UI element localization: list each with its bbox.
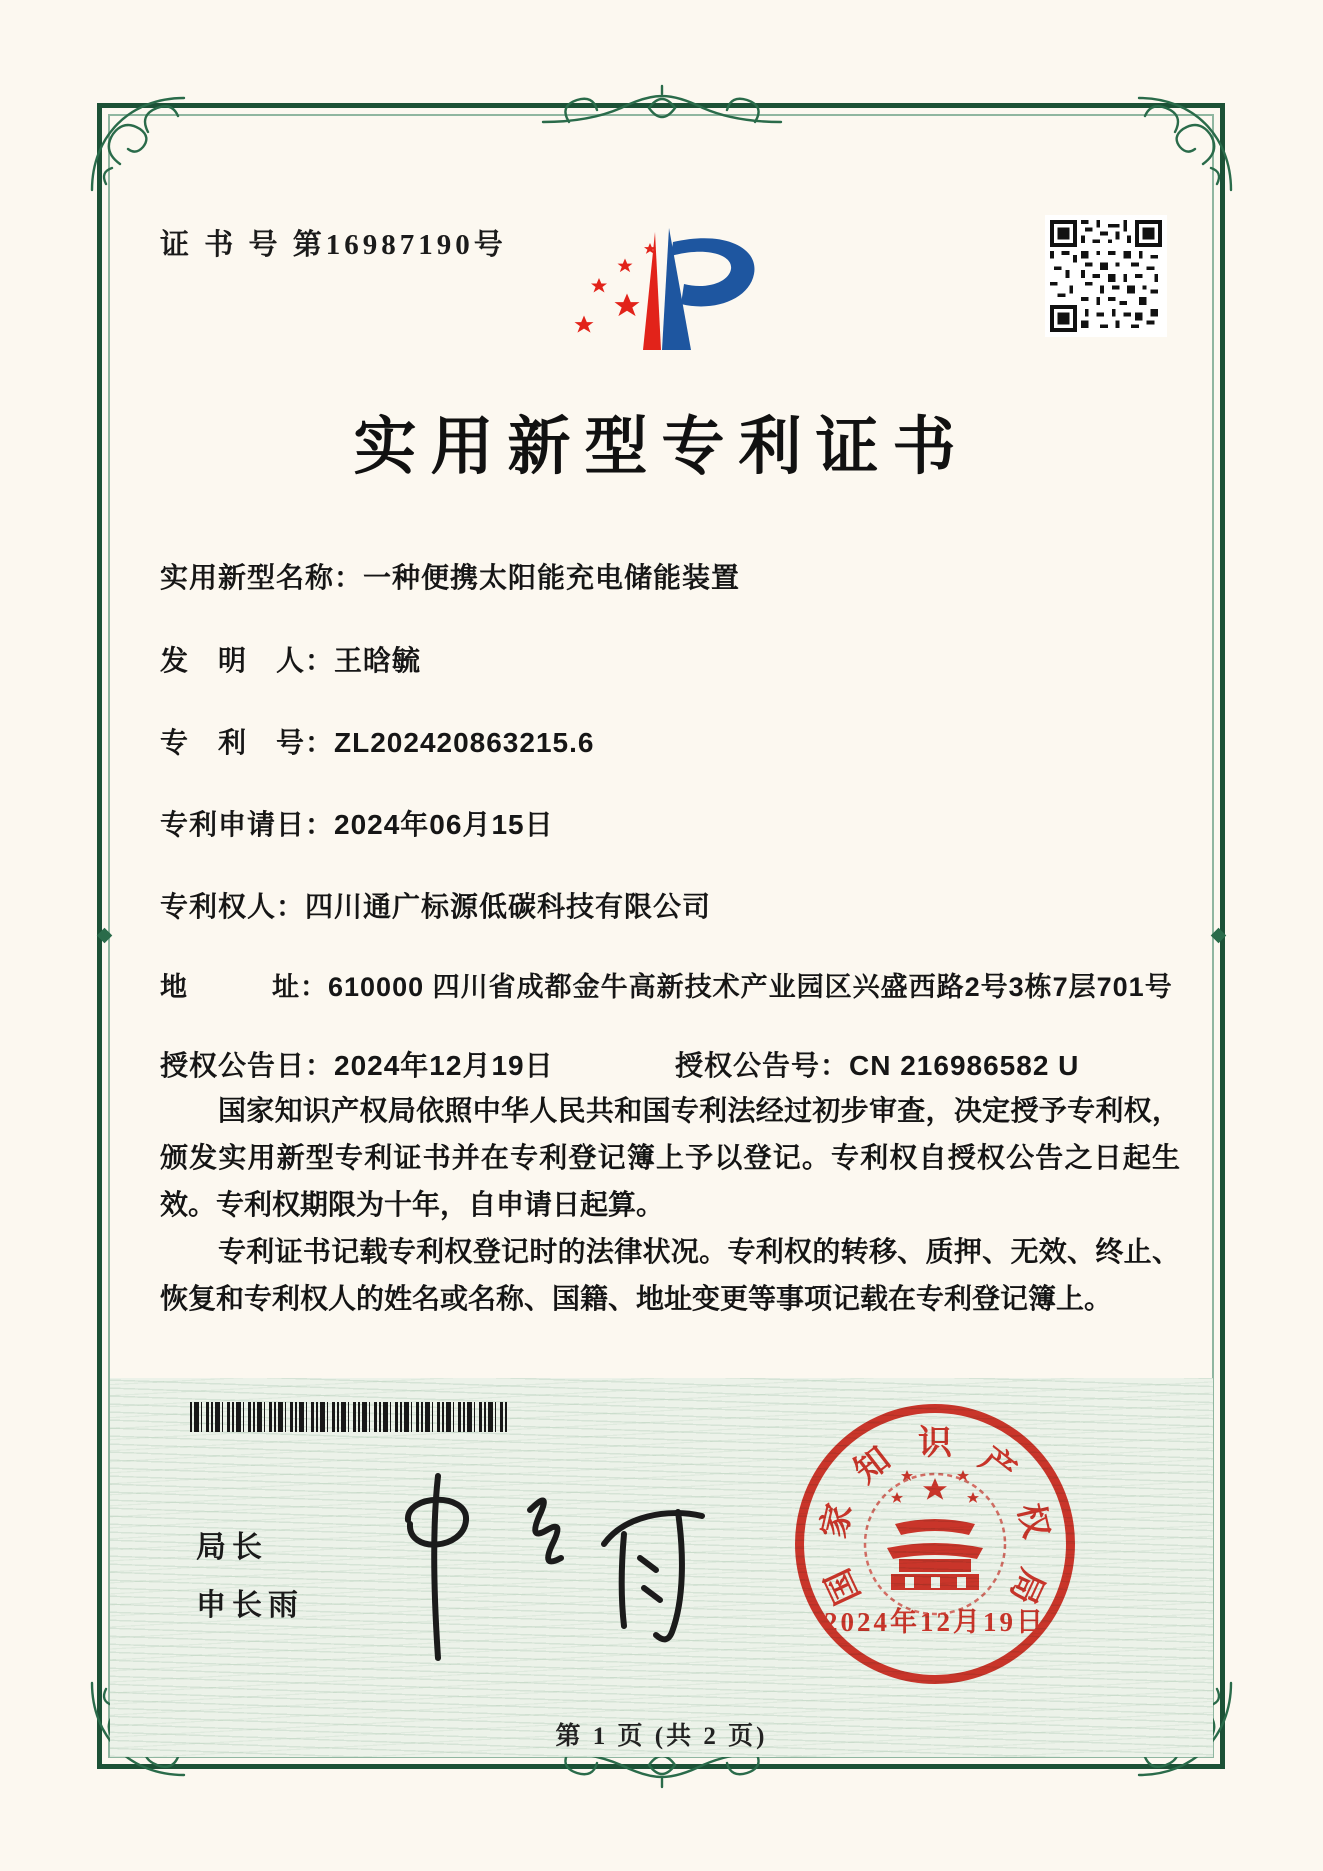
field-label: 专利申请日：	[160, 809, 335, 840]
field-inventor	[160, 639, 421, 679]
field-value: 一种便携太阳能充电储能装置	[363, 562, 741, 593]
field-label: 发 明 人：	[160, 645, 335, 676]
commissioner-title: 局长	[196, 1531, 268, 1564]
field-label: 地 址：	[160, 972, 328, 1002]
field-value: 2024年06月15日	[334, 809, 554, 840]
certificate-title: 实用新型专利证书	[353, 412, 970, 482]
seal-ring-char: 权	[1010, 1500, 1055, 1542]
seal-ring-char: 家	[815, 1500, 860, 1542]
seal-ring-char: 国	[819, 1562, 868, 1610]
field-value: 610000 四川省成都金牛高新技术产业园区兴盛西路2号3栋7层701号	[328, 972, 1173, 1002]
field-label: 实用新型名称：	[160, 562, 364, 593]
qr-code-icon	[1045, 215, 1167, 337]
legal-paragraph: 国家知识产权局依照中华人民共和国专利法经过初步审查，决定授予专利权，颁发实用新型专利证书并在专利登记簿上予以登记。专利权自授权公告之日起生效。专利权期限为十年，自申请日起算。	[160, 1096, 1180, 1221]
page-footer: 第 1 页 (共 2 页)	[555, 1723, 768, 1750]
legal-text-block	[160, 1088, 1180, 1323]
seal-ring-char: 知	[847, 1440, 898, 1491]
field-value: CN 216986582 U	[849, 1050, 1080, 1081]
field-filing-date	[160, 803, 554, 843]
field-label: 授权公告号：	[675, 1050, 850, 1081]
field-grant-date	[160, 1044, 554, 1084]
legal-paragraph: 专利证书记载专利权登记时的法律状况。专利权的转移、质押、无效、终止、恢复和专利权人的姓名或名称、国籍、地址变更等事项记载在专利登记簿上。	[160, 1237, 1180, 1315]
field-label: 专 利 号：	[160, 727, 335, 758]
seal-ring-char: 识	[918, 1425, 952, 1462]
seal-emblem-icon	[795, 1404, 1075, 1684]
certificate-number: 证 书 号 第16987190号	[160, 229, 507, 261]
official-red-seal	[795, 1404, 1075, 1684]
commissioner-name: 申长雨	[196, 1589, 304, 1622]
field-label: 授权公告日：	[160, 1050, 335, 1081]
cnipa-patent-logo-icon	[557, 222, 767, 352]
seal-ring-char: 产	[972, 1440, 1023, 1491]
handwritten-signature-icon	[372, 1458, 762, 1678]
field-grant-number	[675, 1044, 1079, 1084]
field-value: 王晗毓	[334, 645, 422, 676]
barcode-icon	[190, 1402, 508, 1432]
seal-date: 2024年12月19日	[824, 1607, 1046, 1637]
field-value: 2024年12月19日	[334, 1050, 554, 1081]
field-value: ZL202420863215.6	[334, 727, 595, 758]
field-value: 四川通广标源低碳科技有限公司	[305, 891, 712, 922]
field-address	[160, 965, 1173, 1004]
seal-ring-char: 局	[1002, 1562, 1051, 1610]
field-patentee	[160, 885, 711, 925]
field-label: 专利权人：	[160, 891, 306, 922]
field-utility-model-name	[160, 556, 740, 596]
field-patent-number	[160, 721, 594, 761]
